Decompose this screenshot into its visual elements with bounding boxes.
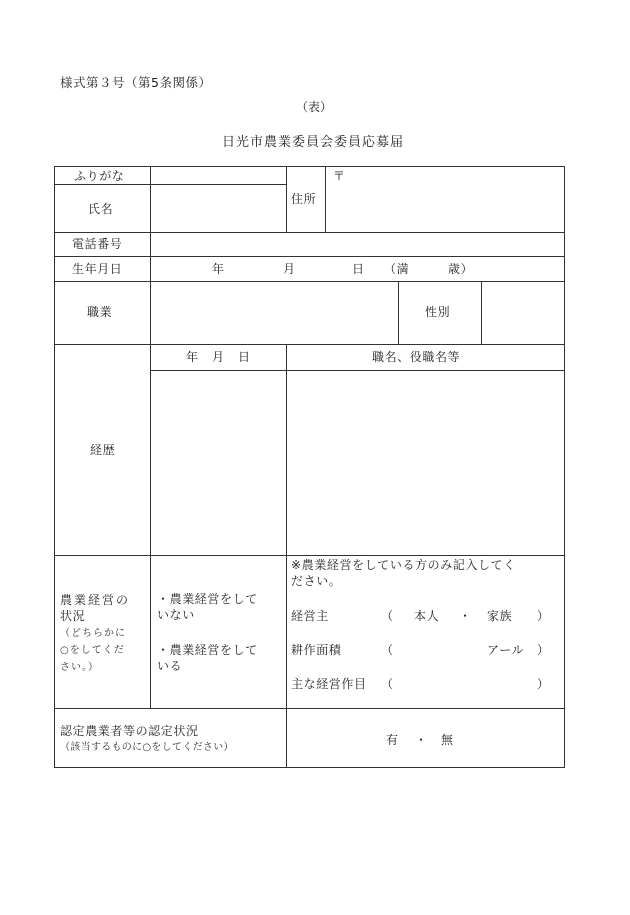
operator-family: 家族 bbox=[487, 609, 513, 623]
history-date-header: 年 月 日 bbox=[186, 350, 252, 364]
crops-close: ） bbox=[537, 677, 550, 691]
page-title: 日光市農業委員会委員応募届 bbox=[222, 135, 405, 150]
certification-no: 無 bbox=[441, 733, 454, 747]
certification-hint: （該当するものに○をしてください） bbox=[60, 742, 234, 753]
birth-day-unit: 日 bbox=[352, 262, 365, 276]
history-role-header: 職名、役職名等 bbox=[372, 350, 461, 364]
farming-note-line1: ※農業経営をしている方のみ記入してく bbox=[291, 558, 516, 572]
birth-year-unit: 年 bbox=[212, 262, 225, 276]
farming-option-no-line1: ・農業経営をして bbox=[157, 592, 258, 606]
postal-mark: 〒 bbox=[333, 169, 346, 183]
farming-hint-line1: （どちらかに bbox=[60, 628, 126, 639]
gender-label: 性別 bbox=[425, 305, 451, 319]
address-label: 住所 bbox=[291, 192, 317, 206]
crops-label: 主な経営作目 bbox=[291, 677, 367, 691]
history-label: 経歴 bbox=[90, 443, 116, 457]
name-label: 氏名 bbox=[88, 202, 114, 216]
birth-month-unit: 月 bbox=[283, 262, 296, 276]
operator-self: 本人 bbox=[414, 609, 440, 623]
certification-yes: 有 bbox=[386, 733, 399, 747]
area-label: 耕作面積 bbox=[291, 643, 342, 657]
form-number: 様式第３号（第5条関係） bbox=[60, 75, 212, 90]
farming-label-line2: 状況 bbox=[60, 609, 86, 623]
farming-hint-line2: ○をしてくだ bbox=[60, 645, 125, 656]
farming-label-line1: 農業経営の bbox=[60, 593, 131, 607]
crops-open: （ bbox=[381, 677, 394, 691]
certification-label: 認定農業者等の認定状況 bbox=[60, 724, 199, 738]
farming-option-yes-line1: ・農業経営をして bbox=[157, 643, 258, 657]
operator-close: ） bbox=[537, 609, 550, 623]
area-unit: アール bbox=[487, 643, 525, 657]
farming-note-line2: ださい。 bbox=[291, 574, 342, 588]
birthdate-label: 生年月日 bbox=[72, 262, 123, 276]
phone-label: 電話番号 bbox=[72, 237, 123, 251]
age-close: 歳） bbox=[448, 262, 474, 276]
farming-hint-line3: さい。） bbox=[60, 662, 99, 673]
operator-label: 経営主 bbox=[291, 609, 329, 623]
certification-dot: ・ bbox=[415, 733, 428, 747]
operator-open: （ bbox=[381, 609, 394, 623]
farming-option-yes-line2: いる bbox=[157, 659, 183, 673]
area-open: （ bbox=[381, 643, 394, 657]
form-side-label: （表） bbox=[296, 100, 333, 114]
operator-dot: ・ bbox=[459, 609, 472, 623]
furigana-label: ふりがな bbox=[74, 169, 125, 183]
farming-option-no-line2: いない bbox=[157, 608, 195, 622]
occupation-label: 職業 bbox=[87, 305, 113, 319]
age-open: （満 bbox=[384, 262, 410, 276]
area-close: ） bbox=[537, 643, 550, 657]
